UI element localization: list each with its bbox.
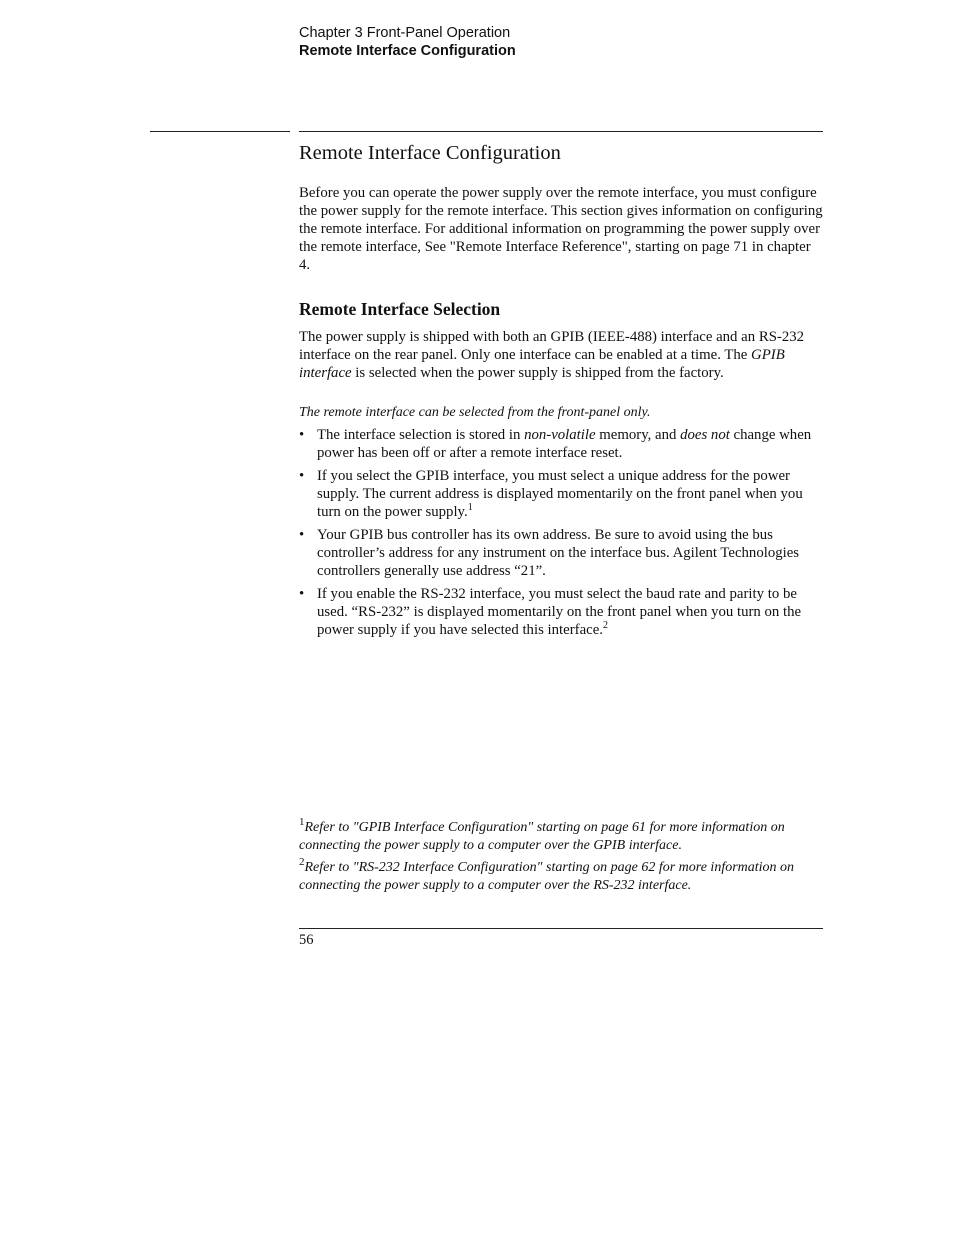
left-margin-rule bbox=[150, 131, 290, 132]
bullet-icon: • bbox=[299, 527, 305, 543]
footnote-1 bbox=[299, 816, 829, 855]
footer-rule bbox=[299, 928, 823, 929]
running-head bbox=[299, 24, 516, 60]
bullet-icon: • bbox=[299, 468, 305, 484]
footnote-1-text: Refer to "GPIB Interface Configuration" starting on page 61 for more information on connecting the power supply to a computer over the GPIB interface. bbox=[299, 820, 785, 853]
page-number: 56 bbox=[299, 932, 314, 948]
selection-emphasis: GPIB interface bbox=[299, 347, 785, 381]
selection-paragraph bbox=[299, 328, 823, 382]
bullet-1-text-3: change when power has been off or after a remote interface reset. bbox=[317, 427, 812, 461]
front-panel-note: The remote interface can be selected from the front-panel only. bbox=[299, 405, 651, 420]
running-head-section: Remote Interface Configuration bbox=[299, 43, 516, 59]
bullet-1-emphasis-2: does not bbox=[680, 427, 730, 443]
selection-text-1: The power supply is shipped with both an GPIB (IEEE-488) interface and an RS-232 interface on the rear panel. Only one interface can be enabled at a time. The bbox=[299, 329, 805, 363]
bullet-list bbox=[299, 426, 823, 644]
bullet-icon: • bbox=[299, 586, 305, 602]
bullet-1-text-1: The interface selection is stored in bbox=[317, 427, 525, 443]
list-item bbox=[299, 467, 823, 521]
running-head-chapter: Chapter 3 Front-Panel Operation bbox=[299, 25, 511, 41]
footnote-1-number: 1 bbox=[299, 816, 305, 828]
footnote-ref-1[interactable]: 1 bbox=[467, 502, 473, 513]
section-top-rule bbox=[299, 131, 823, 132]
subsection-title: Remote Interface Selection bbox=[299, 299, 501, 319]
bullet-4-text: If you enable the RS-232 interface, you must select the baud rate and parity to be used. “RS-232” is displayed momentarily on the front panel when you turn on the power supply if you have selected this interface. bbox=[317, 586, 802, 638]
list-item bbox=[299, 526, 823, 580]
footnote-ref-2[interactable]: 2 bbox=[602, 620, 608, 631]
footnote-2-number: 2 bbox=[299, 856, 305, 868]
bullet-icon: • bbox=[299, 427, 305, 443]
bullet-1-text-2: memory, and bbox=[595, 427, 681, 443]
section-title: Remote Interface Configuration bbox=[299, 142, 561, 164]
intro-paragraph: Before you can operate the power supply over the remote interface, you must configure the power supply for the remote interface. This section gives information on configuring the remote interface. For additional information on programming the power supply over the remote interface, See "Remote Interface Reference", starting on page 71 in chapter 4. bbox=[299, 185, 823, 273]
footnote-2 bbox=[299, 856, 829, 895]
bullet-2-text: If you select the GPIB interface, you must select a unique address for the power supply. The current address is displayed momentarily on the front panel when you turn on the power supply. bbox=[317, 468, 803, 520]
bullet-1-emphasis-1: non-volatile bbox=[524, 427, 596, 443]
footnote-2-text: Refer to "RS-232 Interface Configuration" starting on page 62 for more information on connecting the power supply to a computer over the RS-232 interface. bbox=[299, 860, 795, 893]
list-item bbox=[299, 585, 823, 639]
bullet-3-text: Your GPIB bus controller has its own address. Be sure to avoid using the bus controller’s address for any instrument on the interface bus. Agilent Technologies controllers generally use address “21”. bbox=[317, 527, 800, 579]
list-item bbox=[299, 426, 823, 462]
selection-text-2: is selected when the power supply is shipped from the factory. bbox=[351, 365, 724, 381]
